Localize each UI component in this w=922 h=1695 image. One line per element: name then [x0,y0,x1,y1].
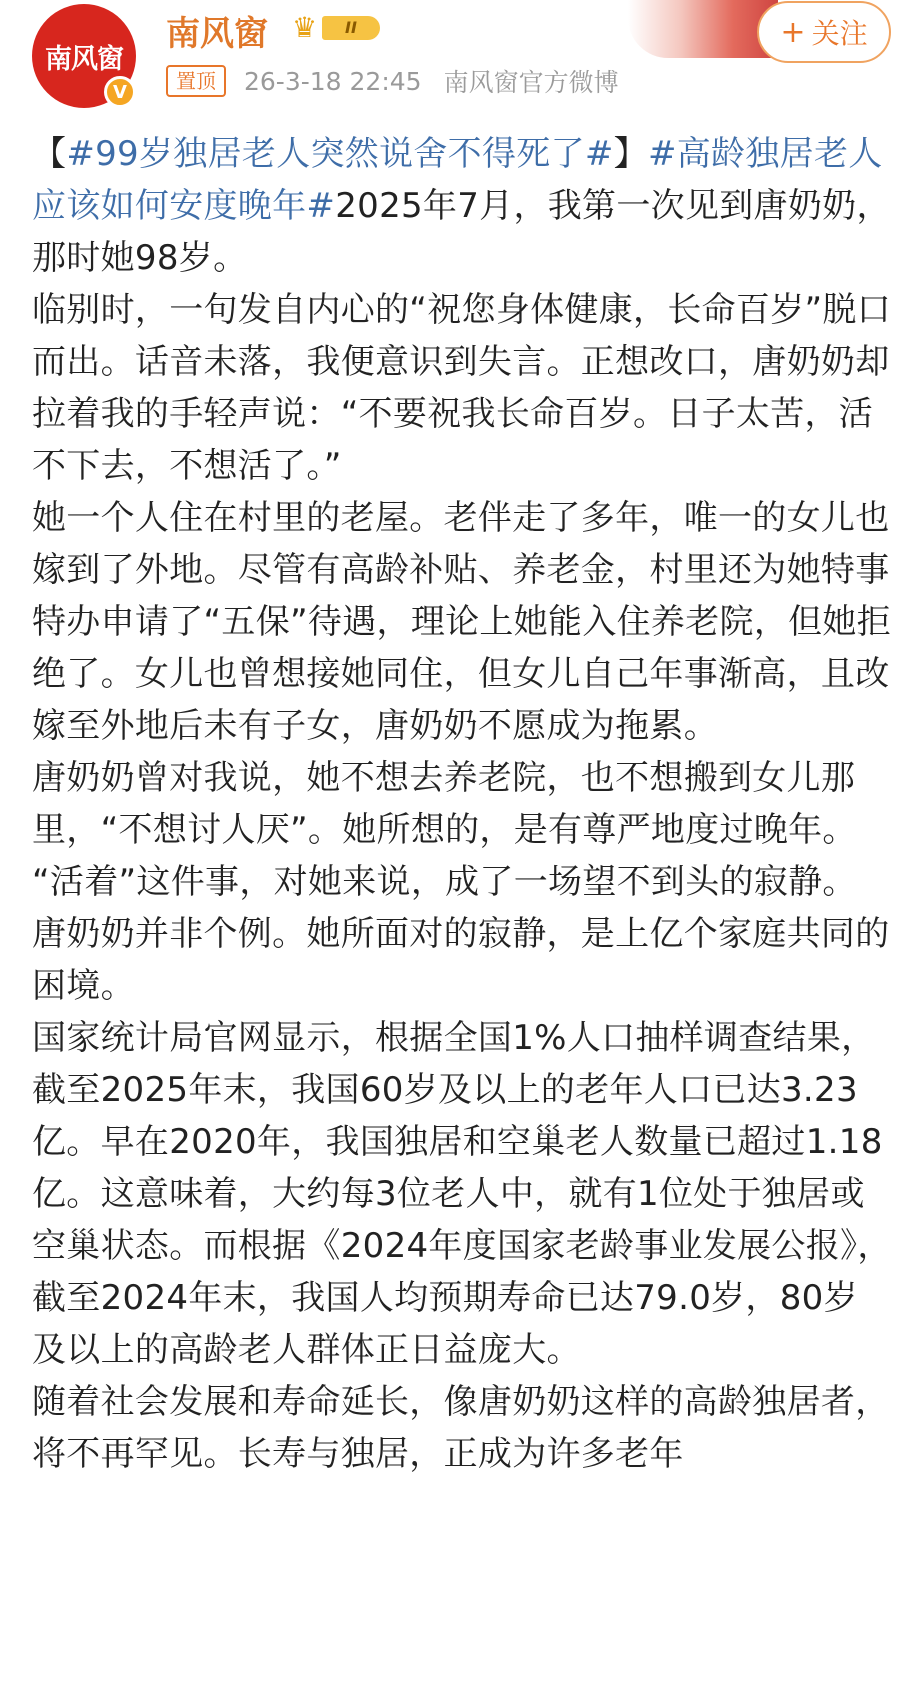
author-name[interactable]: 南风窗 [166,14,268,54]
post-header [0,0,922,120]
hashtag-link-1[interactable]: #99岁独居老人突然说舍不得死了# [66,134,614,174]
paragraph: 随着社会发展和寿命延长，像唐奶奶这样的高龄独居者，将不再罕见。长寿与独居，正成为许多老年 [32,1382,890,1474]
paragraph: 唐奶奶并非个例。她所面对的寂静，是上亿个家庭共同的困境。 [32,914,890,1006]
avatar-text: 南风窗 [45,43,123,75]
bracket-open: 【 [32,134,67,174]
post-timestamp: 26-3-18 22:45 [244,66,422,96]
lead-text: 2025年7月，我第一次见到唐奶奶，那时她98岁。 [32,186,891,278]
header-decoration [628,0,778,58]
post-intro [32,128,892,284]
paragraph: 唐奶奶曾对我说，她不想去养老院，也不想搬到女儿那里，“不想讨人厌”。她所想的，是有尊严地度过晚年。 [32,758,857,850]
hashtag-link-2[interactable]: #高龄独居老人应该如何安度晚年# [32,134,883,226]
paragraph: “活着”这件事，对她来说，成了一场望不到头的寂静。 [32,862,857,902]
vip-badge[interactable] [292,12,388,44]
pinned-badge: 置顶 [166,65,226,97]
paragraph: 她一个人住在村里的老屋。老伴走了多年，唯一的女儿也嫁到了外地。尽管有高龄补贴、养老金，村里还为她特事特办申请了“五保”待遇，理论上她能入住养老院，但她拒绝了。女儿也曾想接她同住，但女儿自己年事渐高，且改嫁至外地后未有子女，唐奶奶不愿成为拖累。 [32,498,892,746]
paragraph: 国家统计局官网显示，根据全国1%人口抽样调查结果，截至2025年末，我国60岁及以上的老年人口已达3.23亿。早在2020年，我国独居和空巢老人数量已超过1.18亿。这意味着，大约每3位老人中，就有1位处于独居或空巢状态。而根据《2024年度国家老龄事业发展公报》，截至2024年末，我国人均预期寿命已达79.0岁，80岁及以上的高龄老人群体正日益庞大。 [32,1018,892,1370]
post-source: 南风窗官方微博 [443,68,619,97]
bracket-close: 】 [613,134,648,174]
crown-icon: ♛ [292,11,318,44]
plus-icon: + [780,14,806,50]
post-meta [166,64,619,98]
post-body [32,128,892,1480]
follow-button[interactable] [757,1,891,63]
paragraph: 临别时，一句发自内心的“祝您身体健康，长命百岁”脱口而出。话音未落，我便意识到失言。正想改口，唐奶奶却拉着我的手轻声说：“不要祝我长命百岁。日子太苦，活不下去，不想活了。” [32,290,892,486]
author-avatar[interactable] [32,4,136,108]
verified-mark: V [113,81,127,103]
vip-level: II [322,16,380,40]
follow-label: 关注 [811,17,868,50]
verified-badge-icon [104,76,136,108]
